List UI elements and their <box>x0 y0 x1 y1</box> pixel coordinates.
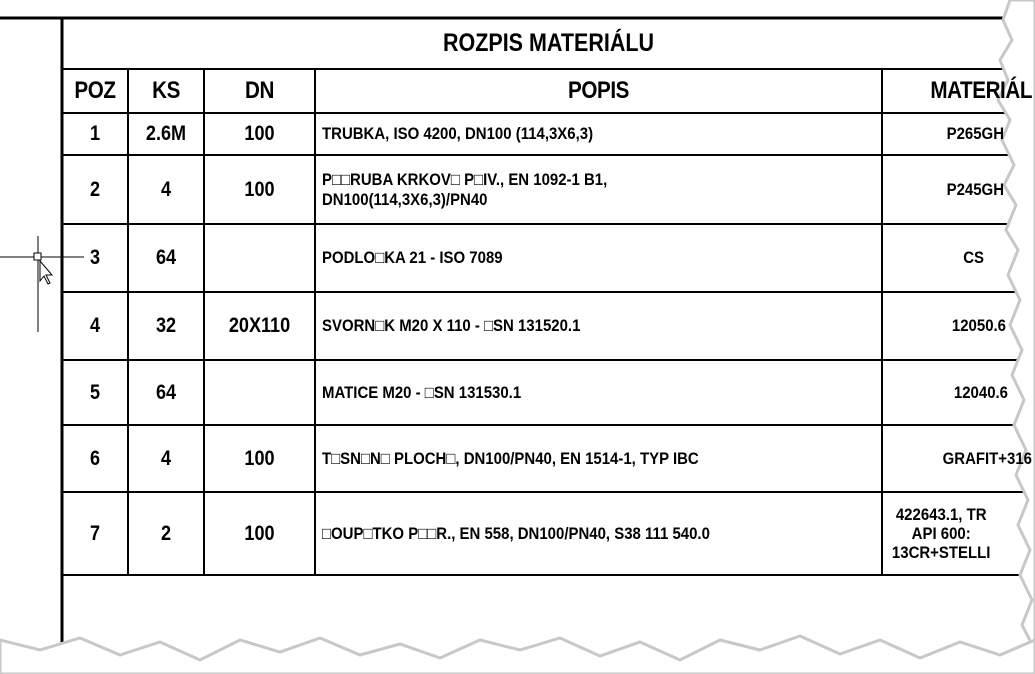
row-material: 12050.6 <box>951 316 1006 335</box>
row-dn <box>212 224 307 292</box>
row-popis: TRUBKA, ISO 4200, DN100 (114,3X6,3) <box>322 124 594 143</box>
row-poz: 5 <box>89 380 101 404</box>
row-poz: 4 <box>89 314 101 337</box>
row-ks: 2 <box>160 521 172 545</box>
row-poz: 3 <box>89 246 101 269</box>
row-material-line: API 600: <box>911 524 971 543</box>
header-popis: POPIS <box>568 77 629 104</box>
row-poz: 1 <box>89 122 101 145</box>
header-ks: KS <box>152 77 180 104</box>
row-dn <box>212 360 307 425</box>
row-popis: T□SN□N□ PLOCH□, DN100/PN40, EN 1514-1, TYP IBC <box>322 448 699 468</box>
row-material: P265GH <box>946 124 1004 143</box>
row-popis: PODLO□KA 21 - ISO 7089 <box>322 248 503 267</box>
row-popis-line: DN100(114,3X6,3)/PN40 <box>322 189 488 209</box>
torn-edge-bottom <box>0 636 1035 674</box>
row-poz: 2 <box>89 177 101 201</box>
row-popis: MATICE M20 - □SN 131530.1 <box>322 382 522 402</box>
row-material-line: 422643.1, TR <box>895 505 987 524</box>
row-popis <box>322 155 806 224</box>
row-dn: 100 <box>244 521 275 545</box>
row-ks: 4 <box>160 446 172 470</box>
row-popis: □OUP□TKO P□□R., EN 558, DN100/PN40, S38 111 540.0 <box>322 523 710 543</box>
row-ks: 2.6M <box>145 122 187 145</box>
row-poz: 7 <box>89 521 101 545</box>
row-material: 12040.6 <box>953 382 1008 402</box>
row-material: CS <box>963 248 984 267</box>
row-material: GRAFIT+316 <box>942 448 1032 468</box>
row-material-line: 13CR+STELLI <box>891 543 991 562</box>
table-title: ROZPIS MATERIÁLU <box>442 29 655 57</box>
row-dn: 100 <box>244 177 275 201</box>
row-material: P245GH <box>946 179 1004 199</box>
row-ks: 4 <box>160 177 172 201</box>
row-dn: 20X110 <box>228 314 291 337</box>
row-dn: 100 <box>244 446 275 470</box>
row-ks: 64 <box>155 380 177 404</box>
header-dn: DN <box>245 77 274 104</box>
header-material: MATERIÁL <box>930 77 1032 104</box>
header-poz: POZ <box>74 77 116 104</box>
row-ks: 64 <box>155 246 177 269</box>
row-ks: 32 <box>155 314 177 337</box>
row-dn: 100 <box>244 122 275 145</box>
row-poz: 6 <box>89 446 101 470</box>
row-popis: SVORN□K M20 X 110 - □SN 131520.1 <box>322 316 581 335</box>
row-material <box>884 492 998 575</box>
row-popis-line: P□□RUBA KRKOV□ P□IV., EN 1092-1 B1, <box>322 169 608 189</box>
